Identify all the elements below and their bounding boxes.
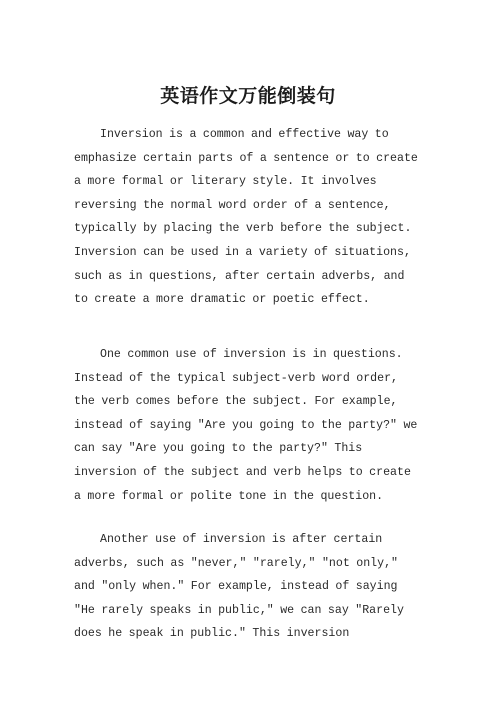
paragraph-3: Another use of inversion is after certain adverbs, such as "never," "rarely," "not only," and "only when." For example, instead of saying "He rarely speaks in public," we can say "Rarely does he speak in public." This inversion: [74, 533, 404, 641]
paragraph-2: One common use of inversion is in questions. Instead of the typical subject-verb word order, the verb comes before the subject. For example, instead of saying "Are you going to the party?" we can say "Are you going to the party?" This inversion of the subject and verb helps to create a more formal or polite tone in the question.: [74, 348, 418, 503]
paragraph-1: Inversion is a common and effective way to emphasize certain parts of a sentence or to create a more formal or literary style. It involves reversing the normal word order of a sentence, typically by placing the verb before the subject. Inversion can be used in a variety of situations, such as in questions, after certain adverbs, and to create a more dramatic or poetic effect.: [74, 128, 418, 307]
document-title: 英语作文万能倒装句: [160, 85, 336, 107]
